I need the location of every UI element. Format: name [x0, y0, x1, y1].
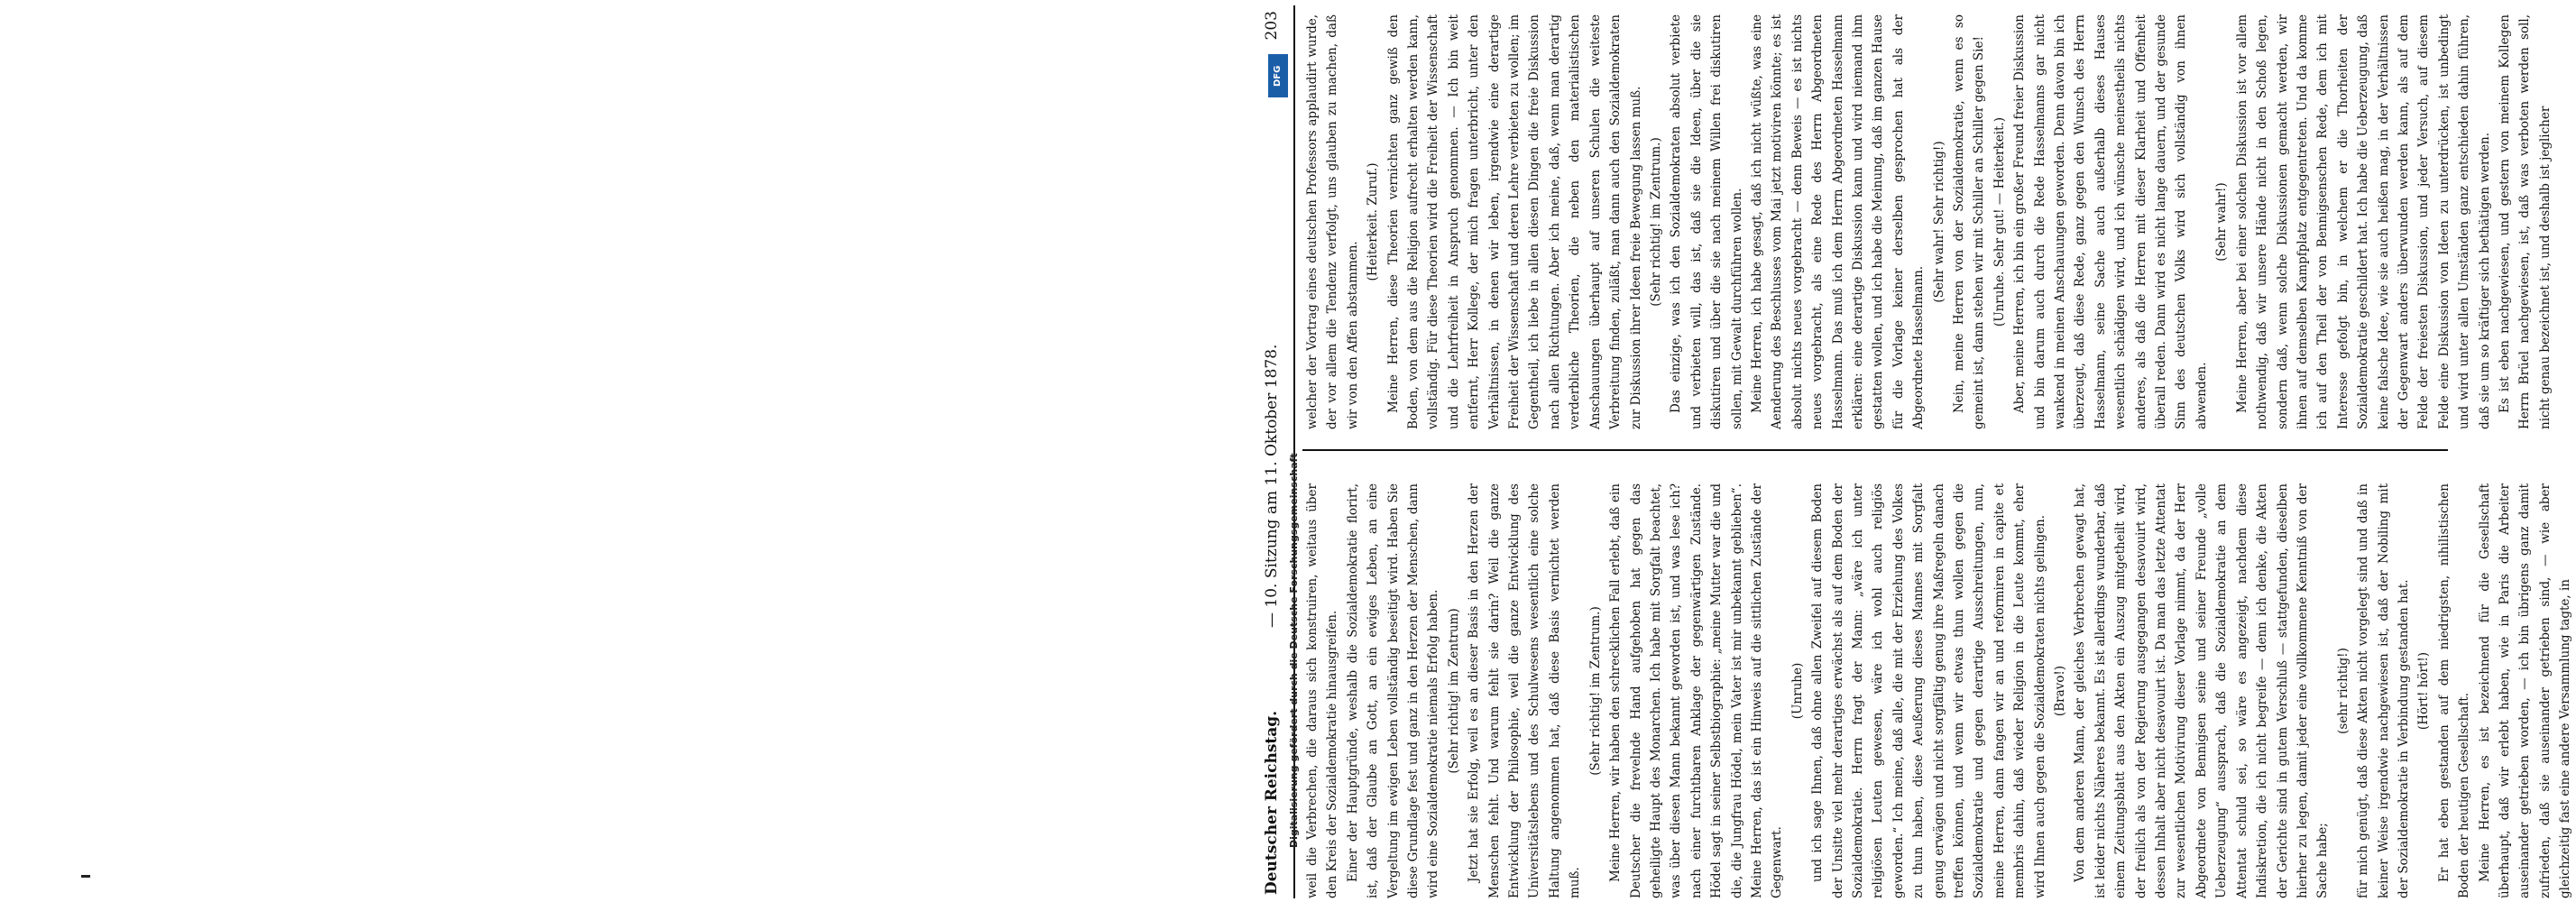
- interjection: (Bravo!): [2053, 665, 2068, 717]
- margin-mark: [81, 875, 90, 878]
- interjection: (Hört! hört!): [2416, 651, 2432, 731]
- interjection: (Unruhe): [1789, 662, 1805, 720]
- interjection: (Sehr wahr!): [2214, 182, 2230, 262]
- paragraph: welcher der Vortrag eines deutschen Professors applaudirt wurde, der vor allem die Tendenz verfolgt, uns glauben zu machen, daß wir von den Affen abstammen.: [1305, 14, 1360, 429]
- paragraph: Es ist eben nachgewiesen, und gestern von meinem Kollegen Herrn Brüel nachgewiesen, ist, daß was verboten werden soll, nicht genau bezeichnet ist, und deshalb ist jeglicher: [2497, 14, 2553, 429]
- paragraph: Aber, meine Herren, ich bin ein großer Freund freier Diskussion und bin darum auch durch die Rede Hasselmanns gar nicht wankend in meinen Anschauungen geworden. Denn davon bin ich überzeugt, daß diese Rede, ganz gegen den Wunsch des Herrn Hasselmann, seine Sache auch außerhalb dieses Hauses wesentlich schädigen wird, und ich wünsche meinestheils nichts anderes, als daß die Herren mit dieser Klarheit und Offenheit überall reden. Dann wird es nicht lange dauern, und der gesunde Sinn des deutschen Volks wird sich vollständig von ihnen abwenden.: [2012, 14, 2209, 429]
- interjection: (Heiterkeit. Zuruf.): [1366, 162, 1381, 281]
- interjection: (Sehr richtig! im Zentrum.): [1648, 137, 1663, 307]
- paragraph: Meine Herren, wir haben den schrecklichen Fall erlebt, daß ein Deutscher die frevelnde Hand aufgehoben hat gegen das geheiligte Haupt des Monarchen. Ich habe mit Sorgfalt beachtet, was über diesen Mann bekannt geworden ist, und was lese ich? nach einer furchtbaren Anklage der gegenwärtigen Zustände. Hödel sagt in seiner Selbstbiographie: „meine Mutter war die und die, die Jungfrau Hödel, mein Vater ist mir unbekannt geblieben“. Meine Herren, das ist ein Hinweis auf die sittlichen Zustände der Gegenwart.: [1608, 483, 1785, 898]
- interjection: (Unruhe. Sehr gut! — Heiterkeit.): [1992, 116, 2007, 327]
- interjection: (Sehr richtig! im Zentrum): [1446, 608, 1461, 774]
- paragraph: Meine Herren, aber bei einer solchen Diskussion ist vor allem nothwendig, daß wir unsere Hände nicht in den Schoß legen, sondern daß, wenn solche Diskussionen gemacht werden, wir ihnen auf demselben Kampfplatz entgegentreten. Und da komme ich auf den Theil der von Bennigsenschen Rede, dem ich mit Interesse gefolgt bin, in welchem er die Thorheiten der Sozialdemokratie geschildert hat. Ich habe die Ueberzeugung, daß keine falsche Idee, wie sie auch heißen mag, in der Verhältnissen der Gegenwart anders überwunden werden kann, als auf dem Felde der freiesten Diskussion, und jeder Versuch, auf diesem Felde eine Diskussion von Ideen zu unterdrücken, ist unbedingt und wird unter allen Umständen ganz entschieden dahin führen, daß sie um so kräftiger sich bethätigen werden.: [2234, 14, 2492, 429]
- paragraph: Das einzige, was ich den Sozialdemokraten absolut verbiete und verbieten will, das ist, daß sie die Ideen, über die sie diskutiren und über die sie nach meinem Willen frei diskutiren sollen, mit Gewalt durchführen wollen.: [1669, 14, 1744, 429]
- page-number: 203: [1263, 11, 1281, 41]
- interjection: (Sehr wahr! Sehr richtig!): [1931, 141, 1946, 303]
- paragraph: Meine Herren, diese Theorien vernichten ganz gewiß den Boden, von dem aus die Religion aufrecht erhalten werden kann, vollständig. Für diese Theorien wird die Freiheit der Wissenschaft und die Lehrfreiheit in Anspruch genommen. — Ich bin weit entfernt, Herr Kollege, der mich fragen unterbricht, unter den Verhältnissen, in denen wir leben, irgendwie eine derartige Freiheit der Wissenschaft und deren Lehre verbieten zu wollen; im Gegentheil, ich liebe in allen diesen Dingen die freie Diskussion nach allen Richtungen. Aber ich meine, daß, wenn man derartig verderbliche Theorien, die neben den materialistischen Anschauungen überhaupt auf unseren Schulen die weiteste Verbreitung finden, zuläßt, man dann auch den Sozialdemokraten zur Diskussion ihrer Ideen freie Bewegung lassen muß.: [1385, 14, 1643, 429]
- paragraph: Einer der Hauptgründe, weshalb die Sozialdemokratie florirt, ist, daß der Glaube an Gott, an ein ewiges Leben, an eine Vergeltung im ewigen Leben vollständig beseitigt wird. Haben Sie diese Grundlage fest und ganz in den Herzen der Menschen, dann wird eine Sozialdemokratie niemals Erfolg haben.: [1345, 483, 1441, 898]
- header-session: — 10. Sitzung am 11. Oktober 1878.: [1263, 344, 1281, 628]
- paragraph: Meine Herren, es ist bezeichnend für die Gesellschaft überhaupt, daß wir erlebt haben, wie in Paris die Arbeiter auseinander getrieben worden, — ich bin übrigens ganz damit zufrieden, daß sie auseinander getrieben sind, — wie aber gleichzeitig fast eine andere Versammlung tagte, in: [2477, 483, 2573, 898]
- column-divider: [1302, 449, 2448, 451]
- paragraph: weil die Verbrechen, die daraus sich konstruiren, weitaus über den Kreis der Sozialdemokratie hinausgreifen.: [1305, 483, 1340, 898]
- paragraph: Von dem anderen Mann, der gleiches Verbrechen gewagt hat, ist leider nichts Näheres bekannt. Es ist allerdings wunderbar, daß einem Zeitungsblatt aus den Akten ein Auszug mitgetheilt wird, der freilich als von der Regierung ausgegangen desavouirt wird, dessen Inhalt aber nicht desavouirt ist. Da man das letzte Attentat zur wesentlichen Motivirung dieser Vorlage nimmt, da der Herr Abgeordnete von Bennigsen seine und seiner Freunde „volle Ueberzeugung“ aussprach, daß die Sozialdemokratie an dem Attentat schuld sei, so wäre es angezeigt, nachdem diese Indiskretion, die ich nicht begreife — denn ich denke, die Akten der Gerichte sind in gutem Verschluß — stattgefunden, dieselben hierher zu legen, damit jeder eine vollkommene Kenntniß von der Sache habe;: [2073, 483, 2331, 898]
- interjection: (sehr richtig!): [2335, 648, 2351, 734]
- dfg-logo: DFG: [1268, 54, 1288, 97]
- paragraph: für mich genügt, daß diese Akten nicht vorgelegt sind und daß in keiner Weise irgendwie nachgewiesen ist, daß der Nobiling mit der Sozialdemokratie in Verbindung gestanden hat.: [2356, 483, 2411, 898]
- rotated-page-content: [1256, 5, 2573, 898]
- right-text-column: [1302, 14, 2553, 429]
- left-text-column: [1302, 483, 2573, 898]
- paragraph: Meine Herren, ich habe gesagt, daß ich nicht wüßte, was eine Aenderung des Beschlusses vom Mai jetzt motiviren könnte; es ist absolut nichts neues vorgebracht — denn Beweis — es ist nichts neues vorgebracht, als eine Rede des Herrn Abgeordneten Hasselmann. Das muß ich dem Herrn Abgeordneten Hasselmann erklären: eine derartige Diskussion kann und wird niemand ihm gestatten wollen, und ich habe die Meinung, daß im ganzen Hause für die Vorlage keiner derselben gesprochen hat als der Abgeordnete Hasselmann.: [1749, 14, 1927, 429]
- paragraph: und ich sage Ihnen, daß ohne allen Zweifel auf diesem Boden der Unsitte viel mehr derartiges erwächst als auf dem Boden der Sozialdemokratie. Herrn fragt der Mann: „wäre ich unter religiösen Leuten gewesen, wäre ich wohl auch religiös geworden.“ Ich meine, daß alle, die mit der Erziehung des Volkes zu thun haben, diese Aeußerung dieses Mannes mit Sorgfalt genug erwägen und nicht sorgfältig genug ihre Maßregeln danach treffen können, und wenn wir etwas thun wollen gegen die Sozialdemokratie und gegen derartige Ausschreitungen, nun, meine Herren, dann fangen wir an und reformiren in capite et membris dahin, daß wieder Religion in die Leute kommt, eher wird Ihnen auch gegen die Sozialdemokraten nichts gelingen.: [1810, 483, 2047, 898]
- interjection: (Sehr richtig! im Zentrum.): [1587, 606, 1603, 776]
- credit-text: Digitalisierung gefördert durch die Deutsche Forschungsgemeinschaft: [1288, 453, 1300, 848]
- paragraph: Er hat eben gestanden auf dem niedrigsten, nihilistischen Boden der heutigen Gesellschaft.: [2436, 483, 2472, 898]
- paragraph: Nein, meine Herren von der Sozialdemokratie, wenn es so gemeint ist, dann stehen wir mit Schiller an Schiller gegen Sie!: [1952, 14, 1987, 429]
- header-title: Deutscher Reichstag.: [1263, 710, 1281, 895]
- digitization-credit: [1265, 54, 1300, 893]
- paragraph: Jetzt hat sie Erfolg, weil es an dieser Basis in den Herzen der Menschen fehlt. Und warum fehlt sie darin? Weil die ganze Entwicklung der Philosophie, weil die ganze Entwicklung des Universitätslebens und des Schulwesens wesentlich eine solche Haltung angenommen hat, daß diese Basis vernichtet werden muß.: [1467, 483, 1583, 898]
